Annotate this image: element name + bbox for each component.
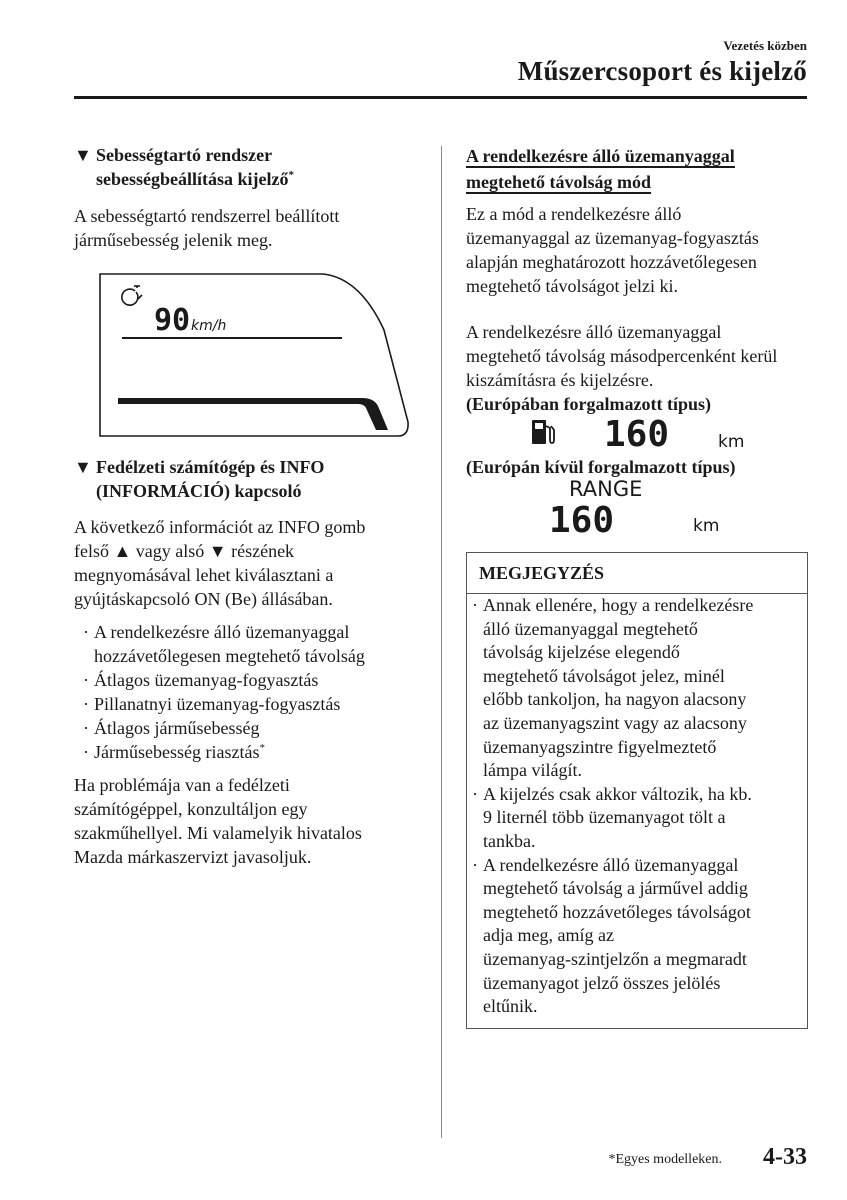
- europe-range-unit: km: [718, 432, 745, 452]
- footnote: *Egyes modelleken.: [608, 1152, 722, 1167]
- page-title: Műszercsoport és kijelző: [517, 56, 807, 86]
- europe-range-display: [528, 416, 758, 452]
- trip-computer-paragraph: A következő információt az INFO gomb felső ▲ vagy alsó ▼ részének megnyomásával lehet kiválasztani a gyújtáskapcsoló ON (Be) állásában.: [74, 517, 366, 609]
- europe-type-label: (Európában forgalmazott típus): [466, 394, 712, 414]
- service-paragraph: Ha problémája van a fedélzeti számítógéppel, konzultáljon egy szakműhellyel. Mi valamelyik hivatalos Mazda márkaszervizt javasoljuk.: [74, 775, 362, 867]
- note-list: [467, 594, 807, 1019]
- triangle-marker-icon: ▼: [74, 145, 92, 165]
- set-speed-unit: km/h: [191, 318, 227, 334]
- non-europe-range-value: 160: [549, 500, 615, 536]
- cruise-speed-display-illustration: [98, 272, 410, 440]
- info-list: [78, 620, 418, 764]
- list-item: · Pillanatnyi üzemanyag-fogyasztás: [83, 694, 341, 714]
- list-item: · Átlagos üzemanyag-fogyasztás: [83, 670, 319, 690]
- non-europe-range-display: [545, 474, 735, 536]
- list-item: · Átlagos járműsebesség: [83, 718, 260, 738]
- trip-computer-heading: ▼ Fedélzeti számítógép és INFO (INFORMÁCIÓ) kapcsoló: [74, 457, 325, 501]
- list-item: · Járműsebesség riasztás*: [83, 742, 265, 762]
- list-item: · A rendelkezésre álló üzemanyaggal hozzávetőlegesen megtehető távolság: [83, 622, 365, 666]
- cruise-display-paragraph: A sebességtartó rendszerrel beállított járműsebesség jelenik meg.: [74, 206, 340, 250]
- section-label: Vezetés közben: [723, 38, 807, 53]
- range-mode-heading: A rendelkezésre álló üzemanyaggal megtehető távolság mód: [466, 146, 735, 192]
- range-update-paragraph: A rendelkezésre álló üzemanyaggal megtehető távolság másodpercenként kerül kiszámításra és kijelzésre.: [466, 322, 778, 390]
- note-item: · A rendelkezésre álló üzemanyaggal megtehető távolság a járművel addig megtehető hozzávetőleges távolságot adja meg, amíg az üzemanyag-szintjelzőn a megmaradt üzemanyagot jelző összes jelölés eltűnik.: [472, 854, 751, 1017]
- note-item: · Annak ellenére, hogy a rendelkezésre álló üzemanyaggal megtehető távolság kijelzése elegendő megtehető távolságot jelez, minél előbb tankoljon, ha nagyon alacsony az üzemanyagszint vagy az alacsony üzemanyagszintre figyelmeztető lámpa világít.: [472, 595, 754, 781]
- non-europe-type-label: (Európán kívül forgalmazott típus): [466, 457, 736, 477]
- set-speed-value: 90: [154, 303, 191, 338]
- note-title: MEGJEGYZÉS: [467, 553, 807, 594]
- fuel-pump-icon: [532, 420, 554, 444]
- page-number: 4-33: [763, 1144, 807, 1170]
- cruise-control-icon: [122, 286, 142, 305]
- header-rule: [74, 96, 807, 99]
- non-europe-range-unit: km: [693, 516, 720, 536]
- range-caption: RANGE: [569, 477, 643, 501]
- column-divider: [441, 146, 442, 1138]
- note-item: · A kijelzés csak akkor változik, ha kb. 9 liternél több üzemanyagot tölt a tankba.: [472, 783, 752, 851]
- range-mode-paragraph: Ez a mód a rendelkezésre álló üzemanyaggal az üzemanyag-fogyasztás alapján meghatározott hozzávetőlegesen megtehető távolságot jelzi ki.: [466, 204, 759, 296]
- triangle-marker-icon: ▼: [74, 457, 92, 477]
- europe-range-value: 160: [604, 416, 670, 452]
- cruise-display-heading: ▼ Sebességtartó rendszer sebességbeállítása kijelző*: [74, 145, 294, 189]
- note-box: [466, 552, 808, 1029]
